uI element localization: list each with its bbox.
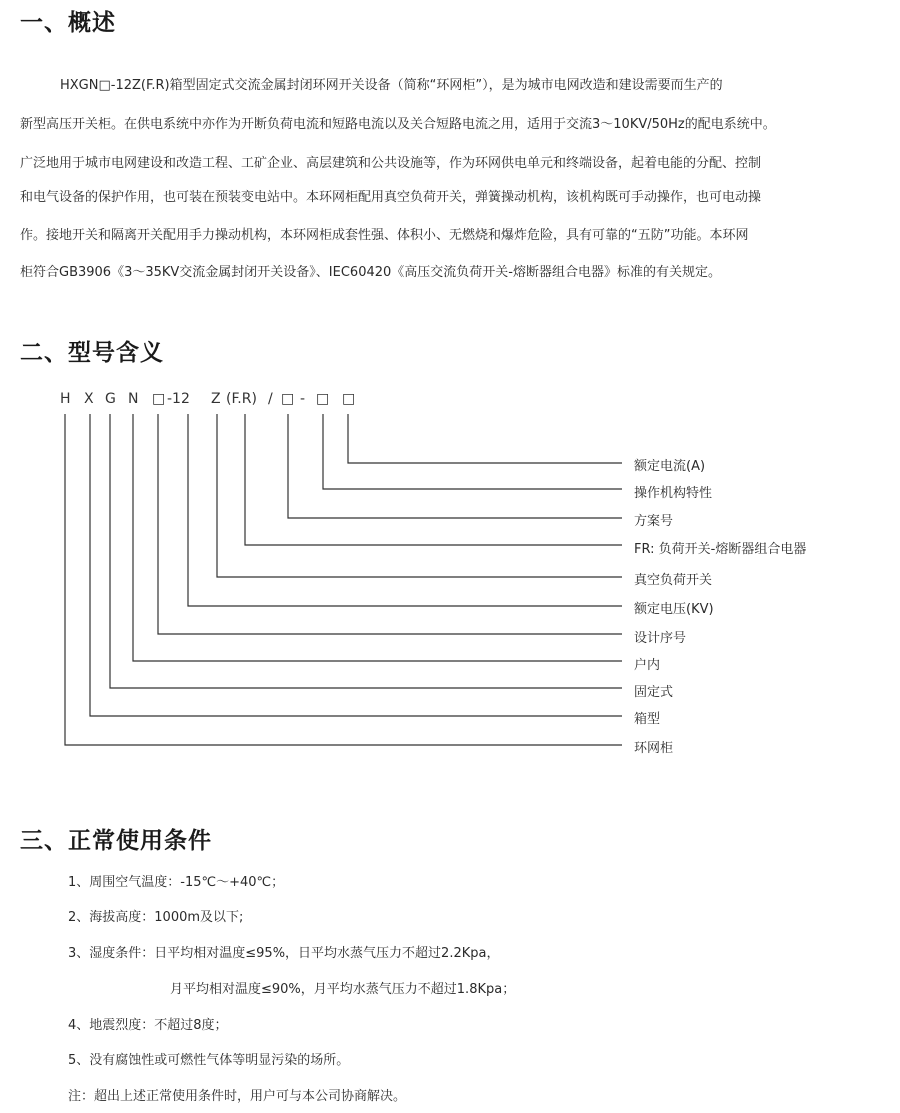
model-label: FR: 负荷开关-熔断器组合电器 (634, 542, 807, 557)
model-code-char: G (105, 391, 116, 407)
overview-line: 新型高压开关柜。在供电系统中亦作为开断负荷电流和短路电流以及关合短路电流之用，适用于交流3～10KV/50Hz的配电系统中。 (20, 117, 776, 132)
model-code-char: □ (316, 391, 330, 407)
model-code-char: N (128, 391, 139, 407)
model-label: 户内 (634, 658, 661, 673)
section-title-overview: 一、概述 (20, 10, 116, 36)
connector-line (133, 414, 622, 661)
condition-item: 4、地震烈度：不超过8度； (68, 1018, 228, 1033)
model-label: 设计序号 (634, 631, 687, 646)
model-code-char: - (300, 391, 306, 407)
condition-item: 2、海拔高度：1000m及以下; (68, 910, 244, 925)
connector-line (323, 414, 622, 489)
model-code-char: □ (281, 391, 295, 407)
section-title-model: 二、型号含义 (20, 340, 164, 366)
model-code-char: (F.R) (226, 391, 257, 407)
connector-line (110, 414, 622, 688)
connector-line (90, 414, 622, 716)
model-code-char: Z (211, 391, 221, 407)
overview-line: HXGN□-12Z(F.R)箱型固定式交流金属封闭环网开关设备（简称“环网柜”），是为城市电网改造和建设需要而生产的 (60, 78, 723, 93)
model-label: 箱型 (634, 712, 661, 727)
conditions-note: 注：超出上述正常使用条件时，用户可与本公司协商解决。 (68, 1089, 407, 1104)
condition-item: 5、没有腐蚀性或可燃性气体等明显污染的场所。 (68, 1053, 350, 1068)
condition-item: 1、周围空气温度：-15℃～+40℃； (68, 875, 285, 890)
model-code-char: -12 (167, 391, 190, 407)
model-label: 额定电流(A) (634, 459, 706, 474)
connector-line (245, 414, 622, 545)
model-label: 方案号 (634, 514, 674, 529)
connector-line (348, 414, 622, 463)
connector-line (217, 414, 622, 577)
overview-line: 作。接地开关和隔离开关配用手力操动机构，本环网柜成套性强、体积小、无燃烧和爆炸危险，具有可靠的“五防”功能。本环网 (20, 228, 749, 243)
overview-line: 和电气设备的保护作用，也可装在预装变电站中。本环网柜配用真空负荷开关，弹簧操动机构，该机构既可手动操作，也可电动操 (20, 190, 762, 205)
condition-item: 3、湿度条件：日平均相对温度≤95%，日平均水蒸气压力不超过2.2Kpa， (68, 946, 500, 961)
connector-line (288, 414, 622, 518)
model-label: 操作机构特性 (634, 486, 713, 501)
model-code-char: □ (342, 391, 356, 407)
model-code-char: / (268, 391, 273, 407)
connector-line (158, 414, 622, 634)
model-label: 真空负荷开关 (634, 573, 713, 588)
model-label: 固定式 (634, 685, 674, 700)
overview-line: 广泛地用于城市电网建设和改造工程、工矿企业、高层建筑和公共设施等，作为环网供电单元和终端设备，起着电能的分配、控制 (20, 156, 762, 171)
model-label: 额定电压(KV) (634, 602, 714, 617)
condition-item: 月平均相对温度≤90%，月平均水蒸气压力不超过1.8Kpa； (170, 982, 516, 997)
connector-line (65, 414, 622, 745)
model-code-char: □ (152, 391, 166, 407)
model-code-char: H (60, 391, 71, 407)
section-title-conditions: 三、正常使用条件 (20, 828, 212, 854)
model-code-char: X (84, 391, 94, 407)
model-label: 环网柜 (634, 741, 674, 756)
overview-line: 柜符合GB3906《3～35KV交流金属封闭开关设备》、IEC60420《高压交流负荷开关-熔断器组合电器》标准的有关规定。 (20, 265, 721, 280)
